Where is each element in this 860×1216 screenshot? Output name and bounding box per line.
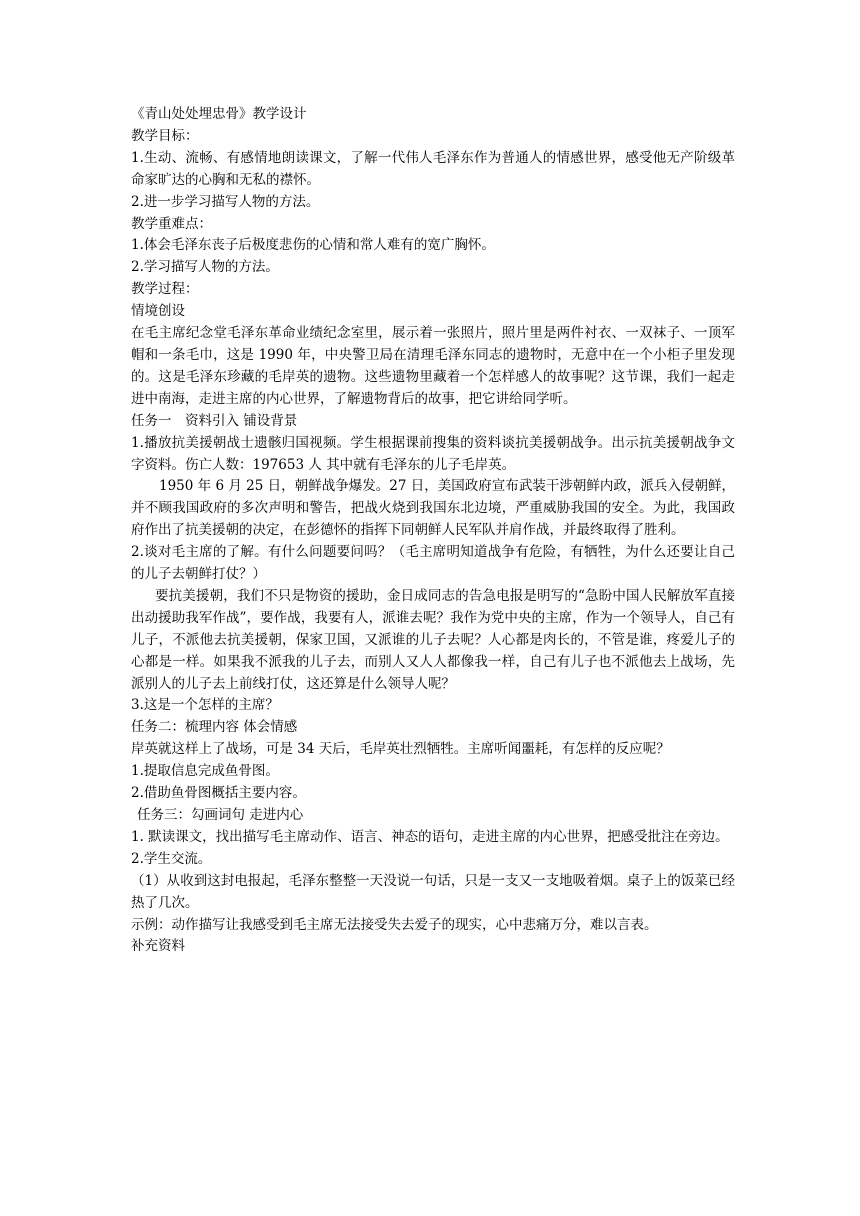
task1-item-1: 1.播放抗美援朝战士遗骸归国视频。学生根据课前搜集的资料谈抗美援朝战争。出示抗美援朝战争文字资料。伤亡人数：197653 人 其中就有毛泽东的儿子毛岸英。 (131, 434, 735, 473)
task3-item-1: 1. 默读课文，找出描写毛主席动作、语言、神态的语句，走进主席的内心世界，把感受批注在旁边。 (131, 828, 729, 845)
goals-heading: 教学目标： (131, 127, 199, 144)
document-title: 《青山处处埋忠骨》教学设计 (131, 106, 307, 122)
task1-heading: 任务一 资料引入 铺设背景 (131, 412, 298, 429)
goal-item-2: 2.进一步学习描写人物的方法。 (131, 193, 320, 210)
task1-item-2: 2.谈对毛主席的了解。有什么问题要问吗？（毛主席明知道战争有危险，有牺牲，为什么还要让自己的儿子去朝鲜打仗？） (131, 544, 735, 583)
task3-example: 示例：动作描写让我感受到毛主席无法接受失去爱子的现实，心中悲痛万分，难以言表。 (131, 916, 658, 933)
task3-item-2: 2.学生交流。 (131, 850, 212, 867)
task1-material-paragraph: 1950 年 6 月 25 日，朝鲜战争爆发。27 日，美国政府宣布武装干涉朝鲜内政，派兵入侵朝鲜，并不顾我国政府的多次声明和警告，把战火烧到我国东北边境，严重威胁我国的安全。为此，我国政府作出了抗美援朝的决定，在彭德怀的指挥下同朝鲜人民军队并肩作战，并最终取得了胜利。 (131, 478, 735, 539)
key-points-heading: 教学重难点： (131, 215, 212, 232)
key-point-1: 1.体会毛泽东丧子后极度悲伤的心情和常人难有的宽广胸怀。 (131, 237, 495, 254)
task3-heading: 任务三：勾画词句 走进内心 (137, 807, 304, 823)
task3-supplement: 补充资料 (131, 938, 185, 955)
task3-sub-item-1: （1）从收到这封电报起，毛泽东整整一天没说一句话，只是一支又一支地吸着烟。桌子上的饭菜已经热了几次。 (131, 872, 735, 911)
scene-paragraph: 在毛主席纪念堂毛泽东革命业绩纪念室里，展示着一张照片，照片里是两件衬衣、一双袜子、一顶军帽和一条毛巾，这是 1990 年，中央警卫局在清理毛泽东同志的遗物时，无意中在一个小柜子里发现的。这是毛泽东珍藏的毛岸英的遗物。这些遗物里藏着一个怎样感人的故事呢？这节课，我们一起走进中南海，走进主席的内心世界，了解遗物背后的故事，把它讲给同学听。 (131, 325, 735, 407)
task2-heading: 任务二：梳理内容 体会情感 (131, 719, 298, 736)
document-page (131, 104, 735, 958)
task2-item-2: 2.借助鱼骨图概括主要内容。 (131, 785, 306, 802)
scene-heading: 情境创设 (131, 303, 185, 320)
key-point-2: 2.学习描写人物的方法。 (131, 259, 279, 276)
task1-quote-paragraph: 要抗美援朝，我们不只是物资的援助，金日成同志的告急电报是明写的“急盼中国人民解放军直接出动援助我军作战”，要作战，我要有人，派谁去呢？我作为党中央的主席，作为一个领导人，自己有儿子，不派他去抗美援朝，保家卫国，又派谁的儿子去呢？人心都是肉长的，不管是谁，疼爱儿子的心都是一样。如果我不派我的儿子去，而别人又人人都像我一样，自己有儿子也不派他去上战场，先派别人的儿子去上前线打仗，这还算是什么领导人呢？ (131, 587, 735, 692)
goal-item-1: 1.生动、流畅、有感情地朗读课文，了解一代伟人毛泽东作为普通人的情感世界，感受他无产阶级革命家旷达的心胸和无私的襟怀。 (131, 149, 735, 188)
task1-item-3: 3.这是一个怎样的主席？ (131, 697, 279, 714)
process-heading: 教学过程： (131, 281, 199, 298)
task2-paragraph: 岸英就这样上了战场，可是 34 天后，毛岸英壮烈牺牲。主席听闻噩耗，有怎样的反应呢？ (131, 741, 670, 758)
task2-item-1: 1.提取信息完成鱼骨图。 (131, 763, 279, 780)
